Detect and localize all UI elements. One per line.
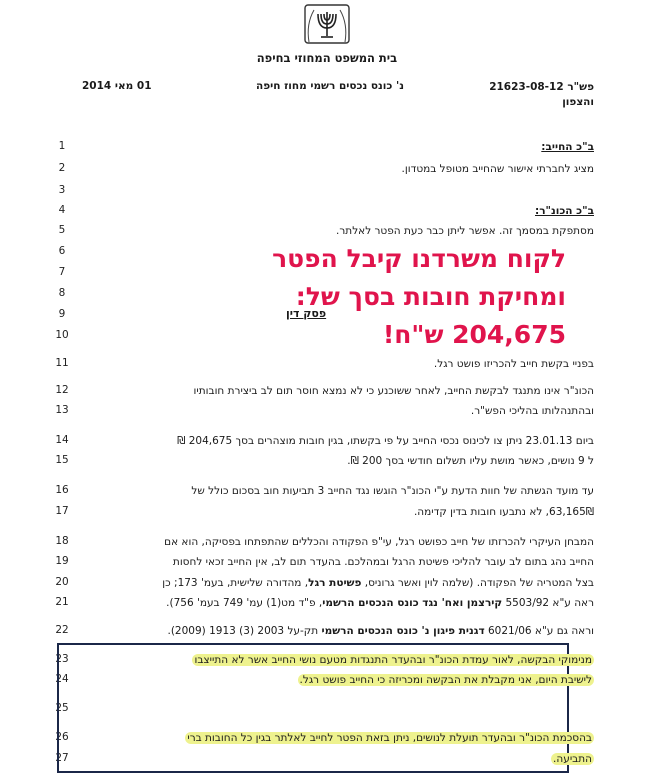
line-number: 25 <box>55 702 69 714</box>
case-number-block <box>489 80 594 110</box>
line-number: 15 <box>55 454 69 466</box>
promo-overlay <box>126 240 566 354</box>
paragraph-line: עד מועד הגשתה של חוות הדעת ע"י הכונ"ר הוגשו נגד החייב 3 תביעות חוב בסכום כולל של <box>191 485 594 497</box>
paragraph-line <box>74 653 594 667</box>
promo-line-2: ומחיקת חובות בסך של: <box>295 282 566 311</box>
line-number: 8 <box>58 287 66 299</box>
citation-case: דגנית פיגון נ' כונס הנכסים הרשמי <box>321 625 485 637</box>
line-number: 9 <box>58 308 66 320</box>
paragraph-line: המבחן העיקרי להכרזתו של חייב כפושט רגל, עי"פ הפקודה והכללים שהתפתחו בפסיקה, הוא אם <box>164 536 594 548</box>
highlighted-text: התביעה. <box>553 753 592 765</box>
citation-text: תק-על 2003 (3) 1913 (2009). <box>167 625 319 637</box>
debtor-counsel-label: ב"כ החייב: <box>541 141 594 153</box>
line-number: 23 <box>55 653 69 665</box>
line-number: 26 <box>55 731 69 743</box>
paragraph-line: הכונ"ר אינו מתנגד לבקשת החייב, לאחר ששוכנע כי לא נמצא חוסר תום לב ביצירת חובותיו <box>193 385 594 397</box>
paragraph-line: ובהתנהלותו בהליכי הפש"ר. <box>470 405 594 417</box>
hearing-date: 01 מאי 2014 <box>82 80 152 92</box>
line-number: 12 <box>55 384 69 396</box>
paragraph-line <box>74 624 594 638</box>
line-number: 20 <box>55 576 69 588</box>
paragraph-line <box>74 576 594 590</box>
line-number: 6 <box>58 245 66 257</box>
citation-case: קירצמן ואח' נגד כונס הנכסים הרשמי <box>322 597 503 609</box>
case-region: והצפון <box>562 96 594 108</box>
line-number: 7 <box>58 266 66 278</box>
court-name: בית המשפט המחוזי בחיפה <box>256 51 398 65</box>
debtor-statement: מציג לחברתי אישור שהחייב מטופל במטדון. <box>401 163 594 175</box>
paragraph-line <box>74 673 594 687</box>
citation-text: ראה ע"א 5503/92 <box>505 597 594 609</box>
receiver-statement: מסתפקת במסמך זה. אפשר ליתן כבר כעת הפטר לאלתר. <box>336 225 594 237</box>
paragraph-line: החייב נהג בתום לב עובר להליכי פשיטת הרגל ובמהלכם. בהעדר תום לב, אין החייב זכאי לחסות <box>172 556 594 568</box>
line-number: 13 <box>55 404 69 416</box>
line-number: 3 <box>58 184 66 196</box>
highlighted-text: לישיבת היום, אני מקבלת את הבקשה ומכריזה כי החייב פושט רגל. <box>299 674 592 686</box>
case-title: נ' כונס נכסים רשמי מחוז חיפה <box>256 80 404 92</box>
paragraph-line: ל 9 נושים, כאשר מושת עליו תשלום חודשי בסך 200 ₪. <box>347 455 594 467</box>
line-number: 11 <box>55 357 69 369</box>
line-number: 24 <box>55 673 69 685</box>
paragraph-line <box>74 752 594 766</box>
highlighted-text: מנימוקי הבקשה, לאור עמדת הכונ"ר ובהעדר התנגדות מטעם נושי החייב אשר לא התייצבו <box>194 654 592 666</box>
citation-text: וראה גם ע"א 6021/06 <box>487 625 594 637</box>
paragraph-line: 63,165₪, לא נתבעו חובות בדין קדימה. <box>413 506 594 518</box>
line-number: 19 <box>55 555 69 567</box>
line-number: 2 <box>58 162 66 174</box>
citation-text: , פ"ד מט(1) עמ' 749 בעמ' 756). <box>166 597 323 609</box>
promo-line-3: 204,675 ש"ח! <box>382 320 566 349</box>
paragraph-line: בפניי בקשת חייב להכריזו פושט רגל. <box>433 358 594 370</box>
receiver-counsel-label: ב"כ הכונ"ר: <box>535 205 594 217</box>
line-number: 10 <box>55 329 69 341</box>
line-number: 5 <box>58 224 66 236</box>
line-number: 22 <box>55 624 69 636</box>
line-number: 1 <box>58 140 66 152</box>
paragraph-line <box>74 596 594 610</box>
highlighted-text: בהסכמת הכונ"ר ובהעדר תועלת לנושים, ניתן בזאת הפטר לחייב לאלתר בגין כל החובות ברי <box>187 732 592 744</box>
paragraph-line <box>74 731 594 745</box>
line-number: 27 <box>55 752 69 764</box>
verdict-title: פסק דין <box>286 307 327 320</box>
citation-book: פשיטת רגל <box>308 577 362 589</box>
line-number: 17 <box>55 505 69 517</box>
line-number: 16 <box>55 484 69 496</box>
case-number: פש"ר 21623-08-12 <box>489 81 594 93</box>
line-number: 18 <box>55 535 69 547</box>
paragraph-line: ביום 23.01.13 ניתן צו לכינוס נכסי החייב על פי בקשתו, בגין חובות מוצהרים בסך 204,675 ₪ <box>177 435 594 447</box>
state-emblem-menorah-icon <box>304 4 350 44</box>
promo-line-1: לקוח משרדנו קיבל הפטר <box>272 244 566 273</box>
citation-text: , מהדורה שלישית, בעמ' 173; כן <box>162 577 309 589</box>
line-number: 14 <box>55 434 69 446</box>
line-number: 4 <box>58 204 66 216</box>
line-number: 21 <box>55 596 69 608</box>
citation-text: בצל המטריה של הפקודה. (שלמה לוין ואשר גרוניס, <box>364 577 594 589</box>
